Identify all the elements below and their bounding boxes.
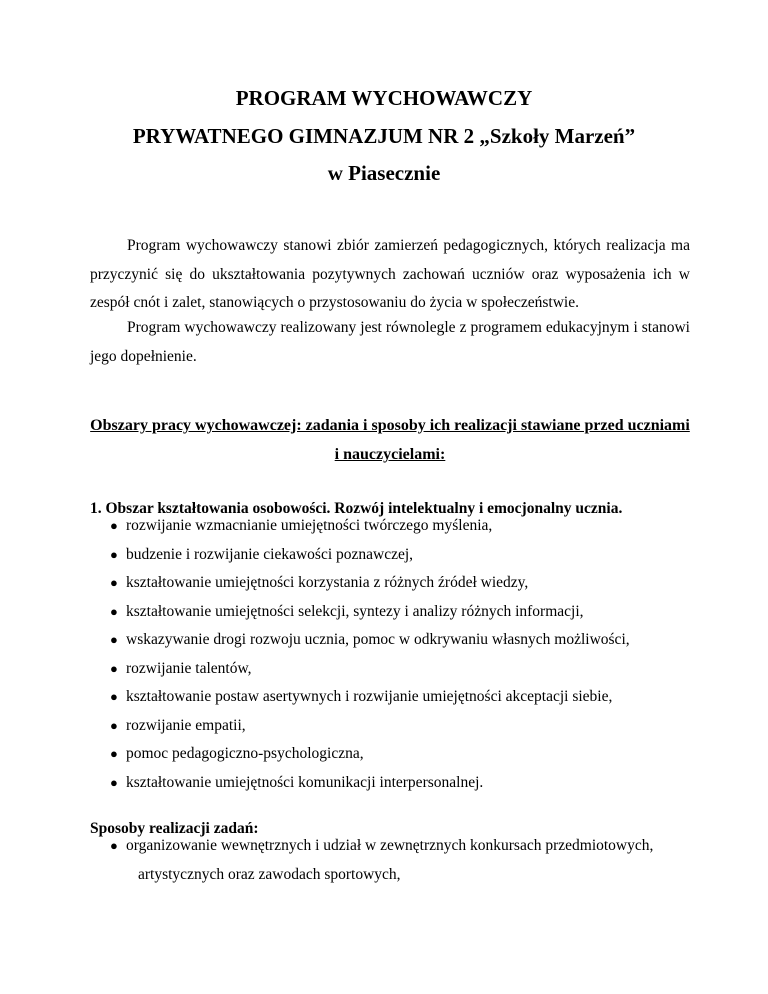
methods-title: Sposoby realizacji zadań: bbox=[90, 820, 259, 837]
document-title-line-1: PROGRAM WYCHOWAWCZY bbox=[235, 86, 533, 110]
list-item bbox=[0, 598, 768, 627]
bullet-icon: ● bbox=[110, 575, 118, 590]
list-item bbox=[0, 626, 768, 655]
document-title-line-2: PRYWATNEGO GIMNAZJUM NR 2 „Szkoły Marzeń” bbox=[132, 124, 636, 148]
list-item-text: rozwijanie talentów, bbox=[126, 659, 252, 677]
areas-heading: Obszary pracy wychowawczej: zadania i sposoby ich realizacji stawiane przed uczniami i nauczycielami: bbox=[90, 417, 690, 463]
list-item-text: kształtowanie postaw asertywnych i rozwijanie umiejętności akceptacji siebie, bbox=[126, 688, 613, 705]
bullet-icon: ● bbox=[110, 546, 118, 562]
list-item-text: wskazywanie drogi rozwoju ucznia, pomoc w odkrywaniu własnych możliwości, bbox=[126, 631, 630, 648]
bullet-icon: ● bbox=[110, 689, 118, 704]
bullet-icon: ● bbox=[110, 660, 118, 676]
list-item bbox=[0, 712, 768, 741]
bullet-icon: ● bbox=[110, 838, 118, 853]
list-item-text: rozwijanie wzmacnianie umiejętności twórczego myślenia, bbox=[126, 517, 493, 534]
bullet-icon: ● bbox=[110, 603, 118, 619]
list-item bbox=[0, 512, 768, 541]
list-item-text: kształtowanie umiejętności selekcji, syntezy i analizy różnych informacji, bbox=[126, 602, 584, 620]
document-title-line-3: w Piasecznie bbox=[327, 161, 441, 185]
bullet-icon: ● bbox=[110, 518, 118, 533]
intro-paragraph-1: Program wychowawczy stanowi zbiór zamierzeń pedagogicznych, których realizacja ma przyczynić się do ukształtowania pozytywnych zachowań uczniów oraz wyposażenia ich w zespół cnót i zalet, stanowiących o przystosowaniu do życia w społeczeństwie. bbox=[90, 237, 690, 311]
list-item-text: kształtowanie umiejętności korzystania z różnych źródeł wiedzy, bbox=[126, 574, 529, 591]
methods-list bbox=[0, 832, 768, 889]
list-item bbox=[0, 769, 768, 798]
list-item-text: kształtowanie umiejętności komunikacji interpersonalnej. bbox=[126, 773, 484, 791]
list-item bbox=[0, 569, 768, 598]
list-item bbox=[0, 832, 768, 889]
section-1-list bbox=[0, 512, 768, 797]
list-item-text: organizowanie wewnętrznych i udział w zewnętrznych konkursach przedmiotowych, artystycznych oraz zawodach sportowych, bbox=[126, 837, 654, 883]
intro-paragraph-2: Program wychowawczy realizowany jest równolegle z programem edukacyjnym i stanowi jego dopełnienie. bbox=[90, 319, 690, 365]
bullet-icon: ● bbox=[110, 746, 118, 761]
list-item bbox=[0, 740, 768, 769]
list-item bbox=[0, 655, 768, 684]
list-item-text: pomoc pedagogiczno-psychologiczna, bbox=[126, 745, 364, 762]
bullet-icon: ● bbox=[110, 717, 118, 733]
list-item-text: rozwijanie empatii, bbox=[126, 716, 246, 734]
list-item-text: budzenie i rozwijanie ciekawości poznawczej, bbox=[126, 545, 414, 563]
bullet-icon: ● bbox=[110, 774, 118, 790]
list-item bbox=[0, 541, 768, 570]
section-1-title: 1. Obszar kształtowania osobowości. Rozwój intelektualny i emocjonalny ucznia. bbox=[90, 500, 623, 517]
bullet-icon: ● bbox=[110, 632, 118, 647]
list-item bbox=[0, 683, 768, 712]
